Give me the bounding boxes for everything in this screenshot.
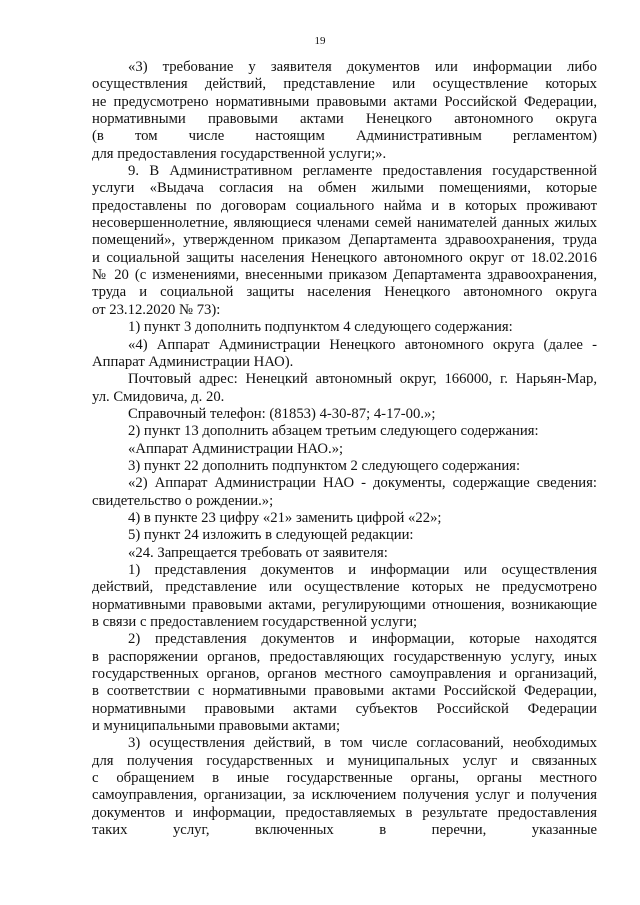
text-line: свидетельство о рождении.»; — [92, 492, 274, 509]
page-number: 19 — [314, 35, 326, 47]
text-line: 4) в пункте 23 цифру «21» заменить цифрой «22»; — [128, 509, 442, 526]
text-line: с обращением в иные государственные органы, органы местного — [92, 770, 597, 787]
text-line: осуществления действий, представление или осуществление которых — [92, 76, 597, 93]
text-line: помещений», утвержденном приказом Департамента здравоохранения, труда — [92, 232, 597, 249]
text-line: Почтовый адрес: Ненецкий автономный округ, 166000, г. Нарьян-Мар, — [128, 371, 597, 388]
text-line: нормативными правовыми актами, регулирующими отношения, возникающие — [92, 596, 597, 613]
text-line: государственных органов, органов местного самоуправления и организаций, — [92, 666, 597, 683]
text-line: «Аппарат Администрации НАО.»; — [128, 440, 344, 457]
text-line: 1) представления документов и информации или осуществления — [128, 561, 597, 578]
text-line: несовершеннолетние, являющиеся членами семей нанимателей данных жилых — [92, 215, 597, 232]
text-line: № 20 (с изменениями, внесенными приказом Департамента здравоохранения, — [92, 267, 597, 284]
text-line: (в том числе настоящим Административным регламентом) — [92, 128, 597, 145]
text-line: действий, представление или осуществление которых не предусмотрено — [92, 579, 597, 596]
text-line: 9. В Административном регламенте предоставления государственной — [128, 163, 597, 180]
text-line: от 23.12.2020 № 73): — [92, 301, 221, 318]
text-line: и муниципальными правовыми актами; — [92, 718, 341, 735]
text-line: 2) представления документов и информации, которые находятся — [128, 631, 597, 648]
text-line: ул. Смидовича, д. 20. — [92, 388, 225, 405]
text-line: для предоставления государственной услуги;». — [92, 145, 387, 162]
text-line: не предусмотрено нормативными правовыми актами Российской Федерации, — [92, 93, 597, 110]
text-line: «4) Аппарат Администрации Ненецкого автономного округа (далее - — [128, 336, 597, 353]
text-line: 5) пункт 24 изложить в следующей редакции: — [128, 527, 414, 544]
text-line: документов и информации, предоставляемых в результате предоставления — [92, 804, 597, 821]
text-line: «3) требование у заявителя документов или информации либо — [128, 59, 597, 75]
text-line: самоуправления, организации, за исключением получения услуг и получения — [92, 787, 597, 804]
text-line: таких услуг, включенных в перечни, указанные — [92, 822, 597, 839]
text-line: 1) пункт 3 дополнить подпунктом 4 следующего содержания: — [128, 319, 513, 336]
text-line: в соответствии с нормативными правовыми актами Российской Федерации, — [92, 683, 597, 700]
text-line: нормативными правовыми актами Ненецкого автономного округа — [92, 111, 597, 128]
text-line: в распоряжении органов, предоставляющих государственную услугу, иных — [92, 648, 597, 665]
text-line: 2) пункт 13 дополнить абзацем третьим следующего содержания: — [128, 423, 539, 440]
text-line: 3) осуществления действий, в том числе согласований, необходимых — [128, 735, 597, 752]
document-body — [92, 59, 597, 839]
text-line: «2) Аппарат Администрации НАО - документы, содержащие сведения: — [128, 475, 597, 492]
text-line: услуги «Выдача согласия на обмен жилыми помещениями, которые — [92, 180, 597, 197]
text-line: Справочный телефон: (81853) 4-30-87; 4-17-00.»; — [128, 405, 436, 422]
text-line: 3) пункт 22 дополнить подпунктом 2 следующего содержания: — [128, 457, 521, 474]
text-line: «24. Запрещается требовать от заявителя: — [128, 544, 388, 561]
text-line: в связи с предоставлением государственной услуги; — [92, 614, 418, 630]
text-line: труда и социальной защиты населения Ненецкого автономного округа — [92, 284, 597, 301]
text-line: Аппарат Администрации НАО). — [92, 353, 294, 370]
text-line: нормативными правовыми актами субъектов Российской Федерации — [92, 700, 597, 717]
text-line: предоставлены по договорам социального найма и в которых проживают — [92, 197, 597, 214]
text-line: и социальной защиты населения Ненецкого автономного округ от 18.02.2016 — [92, 249, 597, 266]
text-line: для получения государственных и муниципальных услуг и связанных — [92, 752, 597, 769]
